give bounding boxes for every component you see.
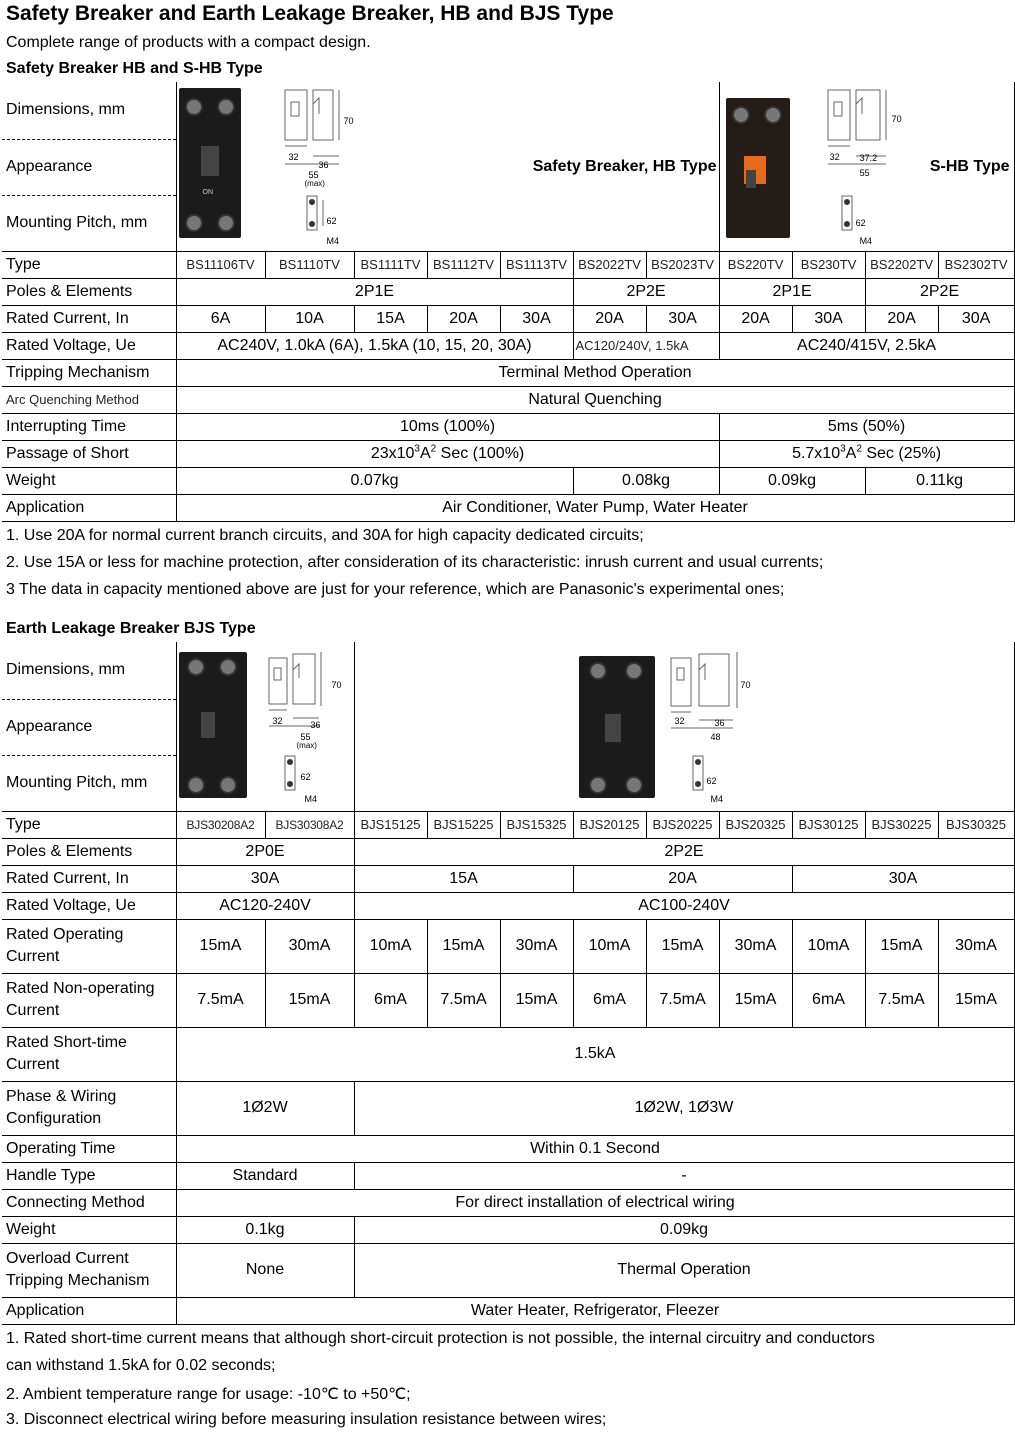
hb-dim-h70: 70 xyxy=(343,116,354,127)
shb-passage-cell: $5.7x10^3A^2$ Sec (25%) xyxy=(719,440,1014,467)
hb-label-interrupting: Interrupting Time xyxy=(2,413,176,440)
hb-application-cell: Air Conditioner, Water Pump, Water Heater xyxy=(176,494,1014,521)
hb-interrupting-cell: 5ms (50%) xyxy=(719,413,1014,440)
hb-breaker-photo xyxy=(179,88,241,238)
bjs-handle-cell: Standard xyxy=(176,1162,354,1189)
hb-dim-p62: 62 xyxy=(326,216,337,227)
bjs-2p2e-dim-w32: 32 xyxy=(674,716,685,727)
bjs-handle-cell: - xyxy=(354,1162,1014,1189)
bjs-2p2e-dim-m4: M4 xyxy=(710,794,724,805)
hb-current-cell: 30A xyxy=(792,305,865,332)
bjs-nonoperating-cell: 7.5mA xyxy=(427,973,500,1027)
bjs-label-shorttime: Rated Short-time Current xyxy=(2,1027,176,1081)
hb-current-cell: 30A xyxy=(500,305,573,332)
bjs-2p0e-image-area xyxy=(176,642,354,811)
bjs-operating-cell: 15mA xyxy=(646,919,719,973)
bjs-type-cell: BJS20325 xyxy=(719,811,792,838)
hb-poles-cell: 2P2E xyxy=(865,278,1014,305)
hb-note: 1. Use 20A for normal current branch circuits, and 30A for high capacity dedicated circuits; xyxy=(6,527,644,544)
bjs-2p2e-breaker-photo xyxy=(579,656,655,798)
hb-current-cell: 20A xyxy=(573,305,646,332)
hb-weight-cell: 0.11kg xyxy=(865,467,1014,494)
shb-image-area xyxy=(719,82,1014,251)
hb-note: 3 The data in capacity mentioned above are just for your reference, which are Panasonic's experimental ones; xyxy=(6,581,785,598)
bjs-type-cell: BJS20125 xyxy=(573,811,646,838)
bjs-weight-cell: 0.09kg xyxy=(354,1216,1014,1243)
hb-current-cell: 30A xyxy=(646,305,719,332)
bjs-2p2e-image-area xyxy=(354,642,1014,811)
hb-on-label: ON xyxy=(202,189,213,197)
shb-dim-m4: M4 xyxy=(859,236,873,247)
bjs-type-cell: BJS30208A2 xyxy=(176,811,265,838)
bjs-nonoperating-cell: 7.5mA xyxy=(646,973,719,1027)
bjs-type-cell: BJS30225 xyxy=(865,811,938,838)
bjs-current-cell: 20A xyxy=(573,865,792,892)
bjs-2p0e-dim-w36: 36 xyxy=(310,720,321,731)
bjs-nonoperating-cell: 15mA xyxy=(938,973,1014,1027)
bjs-label-handle: Handle Type xyxy=(2,1162,176,1189)
bjs-nonoperating-cell: 6mA xyxy=(792,973,865,1027)
bjs-label-overload: Overload Current Tripping Mechanism xyxy=(2,1243,176,1297)
bjs-2p0e-dim-h70: 70 xyxy=(331,680,342,691)
bjs-label-phase: Phase & Wiring Configuration xyxy=(2,1081,176,1135)
hb-current-cell: 15A xyxy=(354,305,427,332)
bjs-2p2e-dim-p62: 62 xyxy=(706,776,717,787)
hb-label-weight: Weight xyxy=(2,467,176,494)
bjs-label-dimensions: Dimensions, mm xyxy=(2,642,176,699)
bjs-operating-cell: 30mA xyxy=(719,919,792,973)
hb-dim-w32: 32 xyxy=(288,152,299,163)
bjs-note: 3. Disconnect electrical wiring before measuring insulation resistance between wires; xyxy=(6,1411,607,1428)
bjs-operating-cell: 30mA xyxy=(500,919,573,973)
hb-label-application: Application xyxy=(2,494,176,521)
hb-label-tripping: Tripping Mechanism xyxy=(2,359,176,386)
bjs-nonoperating-cell: 7.5mA xyxy=(176,973,265,1027)
bjs-phase-cell: 1Ø2W, 1Ø3W xyxy=(354,1081,1014,1135)
hb-type-cell: BS1110TV xyxy=(265,251,354,278)
hb-type-cell: BS220TV xyxy=(719,251,792,278)
bjs-nonoperating-cell: 6mA xyxy=(354,973,427,1027)
hb-dim-w36: 36 xyxy=(318,160,329,171)
bjs-type-cell: BJS15325 xyxy=(500,811,573,838)
bjs-label-type: Type xyxy=(2,811,176,838)
hb-voltage-cell: AC120/240V, 1.5kA xyxy=(573,332,719,359)
hb-arc-cell: Natural Quenching xyxy=(176,386,1014,413)
hb-label-appearance: Appearance xyxy=(2,139,176,195)
bjs-application-cell: Water Heater, Refrigerator, Fleezer xyxy=(176,1297,1014,1324)
hb-current-cell: 6A xyxy=(176,305,265,332)
bjs-2p2e-dim-h70: 70 xyxy=(740,680,751,691)
shb-dim-p62: 62 xyxy=(855,218,866,229)
bjs-2p2e-dim-w48: 48 xyxy=(710,732,721,743)
page-subtitle: Complete range of products with a compact design. xyxy=(6,34,371,51)
hb-type-cell: BS2022TV xyxy=(573,251,646,278)
bjs-current-cell: 15A xyxy=(354,865,573,892)
bjs-nonoperating-cell: 15mA xyxy=(500,973,573,1027)
bjs-overload-cell: None xyxy=(176,1243,354,1297)
bjs-2p2e-dim-w36: 36 xyxy=(714,718,725,729)
hb-product-name: Safety Breaker, HB Type xyxy=(532,158,717,176)
bjs-label-nonoperating: Rated Non-operating Current xyxy=(2,973,176,1027)
bjs-nonoperating-cell: 15mA xyxy=(719,973,792,1027)
bjs-optime-cell: Within 0.1 Second xyxy=(176,1135,1014,1162)
hb-label-voltage: Rated Voltage, Ue xyxy=(2,332,176,359)
shb-dim-w32: 32 xyxy=(829,152,840,163)
bjs-label-weight: Weight xyxy=(2,1216,176,1243)
bjs-operating-cell: 15mA xyxy=(427,919,500,973)
hb-interrupting-cell: 10ms (100%) xyxy=(176,413,719,440)
bjs-label-application: Application xyxy=(2,1297,176,1324)
bjs-label-operating: Rated Operating Current xyxy=(2,919,176,973)
shb-dim-w55: 55 xyxy=(859,168,870,179)
hb-label-current: Rated Current, In xyxy=(2,305,176,332)
hb-image-area xyxy=(176,82,719,251)
bjs-overload-cell: Thermal Operation xyxy=(354,1243,1014,1297)
hb-current-cell: 30A xyxy=(938,305,1014,332)
bjs-spec-table xyxy=(2,642,1015,1325)
hb-type-cell: BS2202TV xyxy=(865,251,938,278)
hb-dim-max: (max) xyxy=(304,179,325,189)
bjs-nonoperating-cell: 15mA xyxy=(265,973,354,1027)
bjs-type-cell: BJS15225 xyxy=(427,811,500,838)
bjs-type-cell: BJS30325 xyxy=(938,811,1014,838)
bjs-2p0e-breaker-photo xyxy=(179,652,247,798)
hb-label-arc: Arc Quenching Method xyxy=(2,386,176,413)
hb-current-cell: 20A xyxy=(427,305,500,332)
bjs-voltage-cell: AC100-240V xyxy=(354,892,1014,919)
bjs-voltage-cell: AC120-240V xyxy=(176,892,354,919)
hb-voltage-cell: AC240/415V, 2.5kA xyxy=(719,332,1014,359)
bjs-current-cell: 30A xyxy=(176,865,354,892)
bjs-label-optime: Operating Time xyxy=(2,1135,176,1162)
bjs-type-cell: BJS15125 xyxy=(354,811,427,838)
hb-poles-cell: 2P1E xyxy=(719,278,865,305)
shb-breaker-photo xyxy=(726,98,790,238)
hb-label-mounting: Mounting Pitch, mm xyxy=(2,195,176,251)
bjs-nonoperating-cell: 6mA xyxy=(573,973,646,1027)
hb-type-cell: BS230TV xyxy=(792,251,865,278)
hb-current-cell: 20A xyxy=(719,305,792,332)
bjs-2p0e-dim-p62: 62 xyxy=(300,772,311,783)
bjs-note: 2. Ambient temperature range for usage: -10℃ to +50℃; xyxy=(6,1386,411,1403)
bjs-type-cell: BJS30125 xyxy=(792,811,865,838)
hb-weight-cell: 0.08kg xyxy=(573,467,719,494)
bjs-label-current: Rated Current, In xyxy=(2,865,176,892)
bjs-type-cell: BJS20225 xyxy=(646,811,719,838)
hb-type-cell: BS1111TV xyxy=(354,251,427,278)
hb-dim-m4: M4 xyxy=(326,236,340,247)
bjs-label-connecting: Connecting Method xyxy=(2,1189,176,1216)
bjs-phase-cell: 1Ø2W xyxy=(176,1081,354,1135)
page-title: Safety Breaker and Earth Leakage Breaker, HB and BJS Type xyxy=(6,2,614,25)
bjs-shorttime-cell: 1.5kA xyxy=(176,1027,1014,1081)
bjs-operating-cell: 15mA xyxy=(176,919,265,973)
bjs-label-poles: Poles & Elements xyxy=(2,838,176,865)
hb-type-cell: BS2302TV xyxy=(938,251,1014,278)
hb-note: 2. Use 15A or less for machine protection, after consideration of its characteristic: inrush current and usual currents; xyxy=(6,554,824,571)
hb-label-type: Type xyxy=(2,251,176,278)
bjs-operating-cell: 30mA xyxy=(265,919,354,973)
bjs-operating-cell: 10mA xyxy=(354,919,427,973)
bjs-2p0e-dim-w55: 55 xyxy=(300,732,311,743)
shb-product-name: S-HB Type xyxy=(929,158,1010,176)
bjs-poles-cell: 2P2E xyxy=(354,838,1014,865)
bjs-connecting-cell: For direct installation of electrical wiring xyxy=(176,1189,1014,1216)
hb-tripping-cell: Terminal Method Operation xyxy=(176,359,1014,386)
bjs-operating-cell: 10mA xyxy=(573,919,646,973)
hb-label-passage: Passage of Short xyxy=(2,440,176,467)
hb-spec-table xyxy=(2,82,1015,522)
hb-dim-w55: 55 xyxy=(308,170,319,181)
shb-dim-h70: 70 xyxy=(891,114,902,125)
shb-dim-w372: 37.2 xyxy=(859,153,878,164)
hb-type-cell: BS1112TV xyxy=(427,251,500,278)
bjs-note: can withstand 1.5kA for 0.02 seconds; xyxy=(6,1357,276,1374)
bjs-label-voltage: Rated Voltage, Ue xyxy=(2,892,176,919)
bjs-current-cell: 30A xyxy=(792,865,1014,892)
bjs-label-mounting: Mounting Pitch, mm xyxy=(2,755,176,811)
bjs-type-cell: BJS30308A2 xyxy=(265,811,354,838)
bjs-operating-cell: 10mA xyxy=(792,919,865,973)
bjs-weight-cell: 0.1kg xyxy=(176,1216,354,1243)
hb-poles-cell: 2P1E xyxy=(176,278,573,305)
hb-label-dimensions: Dimensions, mm xyxy=(2,82,176,139)
hb-type-cell: BS2023TV xyxy=(646,251,719,278)
bjs-operating-cell: 30mA xyxy=(938,919,1014,973)
bjs-2p0e-dim-m4: M4 xyxy=(304,794,318,805)
bjs-operating-cell: 15mA xyxy=(865,919,938,973)
bjs-note: 1. Rated short-time current means that although short-circuit protection is not possible, the internal circuitry and conductors xyxy=(6,1330,875,1347)
bjs-section-title: Earth Leakage Breaker BJS Type xyxy=(6,620,256,637)
bjs-nonoperating-cell: 7.5mA xyxy=(865,973,938,1027)
hb-weight-cell: 0.07kg xyxy=(176,467,573,494)
bjs-poles-cell: 2P0E xyxy=(176,838,354,865)
bjs-2p0e-dim-w32: 32 xyxy=(272,716,283,727)
bjs-2p0e-dim-max: (max) xyxy=(296,741,317,751)
hb-type-cell: BS11106TV xyxy=(176,251,265,278)
hb-weight-cell: 0.09kg xyxy=(719,467,865,494)
bjs-label-appearance: Appearance xyxy=(2,699,176,755)
hb-label-poles: Poles & Elements xyxy=(2,278,176,305)
hb-current-cell: 10A xyxy=(265,305,354,332)
hb-passage-cell: $23x10^3A^2$ Sec (100%) xyxy=(176,440,719,467)
hb-poles-cell: 2P2E xyxy=(573,278,719,305)
hb-voltage-cell: AC240V, 1.0kA (6A), 1.5kA (10, 15, 20, 30A) xyxy=(176,332,573,359)
hb-section-title: Safety Breaker HB and S-HB Type xyxy=(6,60,263,77)
hb-current-cell: 20A xyxy=(865,305,938,332)
hb-type-cell: BS1113TV xyxy=(500,251,573,278)
